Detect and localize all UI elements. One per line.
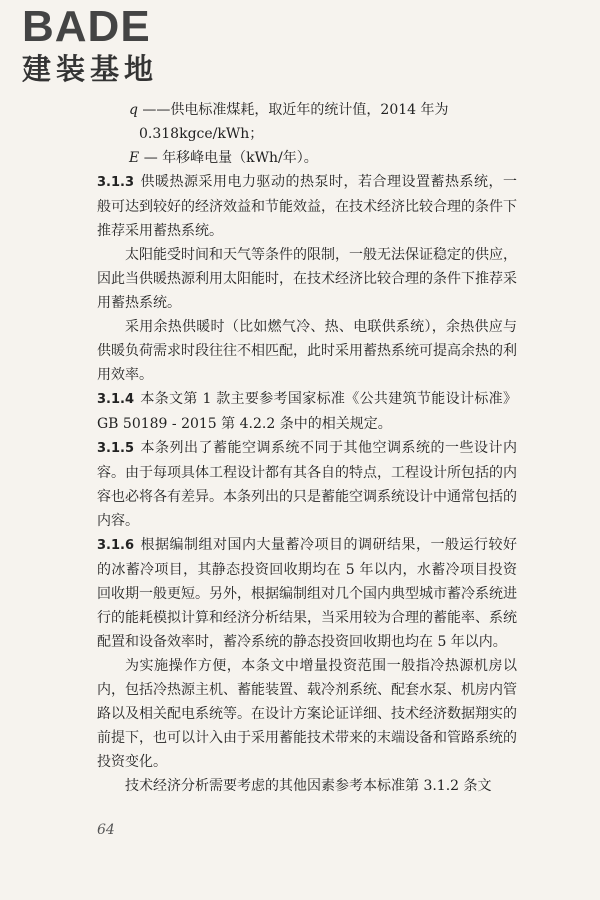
clause-3-1-6 — [97, 533, 517, 654]
logo-wordmark: BADE — [22, 2, 151, 51]
paragraph: 为实施操作方便，本条文中增量投资范围一般指冷热源机房以内，包括冷热源主机、蓄能装置、载冷剂系统、配套水泵、机房内管路以及相关配电系统等。在设计方案论证详细、技术经济数据翔实的前提下，也可以计入由于采用蓄能技术带来的末端设备和管路系统的投资变化。 — [97, 658, 517, 770]
paragraph: 采用余热供暖时（比如燃气冷、热、电联供系统），余热供应与供暖负荷需求时段往往不相匹配，此时采用蓄热系统可提高余热的利用效率。 — [97, 319, 517, 383]
clause-number: 3.1.5 — [97, 441, 135, 456]
definition-q — [97, 98, 517, 122]
definition-text: — 年移峰电量（kWh/年）。 — [143, 150, 318, 166]
clause-3-1-3 — [97, 170, 517, 243]
page-number: 64 — [97, 822, 115, 838]
clause-text: 供暖热源采用电力驱动的热泵时，若合理设置蓄热系统，一般可达到较好的经济效益和节能效益，在技术经济比较合理的条件下推荐采用蓄热系统。 — [97, 174, 517, 239]
clause-number: 3.1.3 — [97, 175, 135, 190]
definition-symbol: q — [129, 102, 138, 118]
clause-3-1-4 — [97, 387, 517, 436]
clause-text: 根据编制组对国内大量蓄冷项目的调研结果，一般运行较好的冰蓄冷项目，其静态投资回收期均在 5 年以内，水蓄冷项目投资回收期一般更短。另外，根据编制组对几个国内典型城市蓄冷系统进行的能耗模拟计算和经济分析结果，当采用较为合理的蓄能率、系统配置和设备效率时，蓄冷系统的静态投资回收期也均在 5 年以内。 — [97, 537, 517, 650]
definition-e — [97, 146, 517, 170]
definition-q-continued: 0.318kgce/kWh； — [139, 126, 264, 142]
logo-subtitle: 建装基地 — [22, 52, 159, 86]
paragraph: 技术经济分析需要考虑的其他因素参考本标准第 3.1.2 条文 — [125, 778, 492, 794]
logo — [22, 4, 158, 86]
clause-number: 3.1.6 — [97, 538, 135, 553]
definition-symbol: E — [129, 150, 140, 166]
clause-text: 本条列出了蓄能空调系统不同于其他空调系统的一些设计内容。由于每项具体工程设计都有其各自的特点，工程设计所包括的内容也必将各有差异。本条列出的只是蓄能空调系统设计中通常包括的内容。 — [97, 440, 517, 529]
definition-text: ——供电标准煤耗，取近年的统计值，2014 年为 — [142, 102, 449, 118]
clause-text: 本条文第 1 款主要参考国家标准《公共建筑节能设计标准》GB 50189 - 2015 第 4.2.2 条中的相关规定。 — [97, 391, 517, 432]
clause-3-1-5 — [97, 436, 517, 533]
page-body — [97, 98, 517, 798]
clause-number: 3.1.4 — [97, 392, 135, 407]
paragraph: 太阳能受时间和天气等条件的限制，一般无法保证稳定的供应，因此当供暖热源利用太阳能时，在技术经济比较合理的条件下推荐采用蓄热系统。 — [97, 247, 517, 311]
